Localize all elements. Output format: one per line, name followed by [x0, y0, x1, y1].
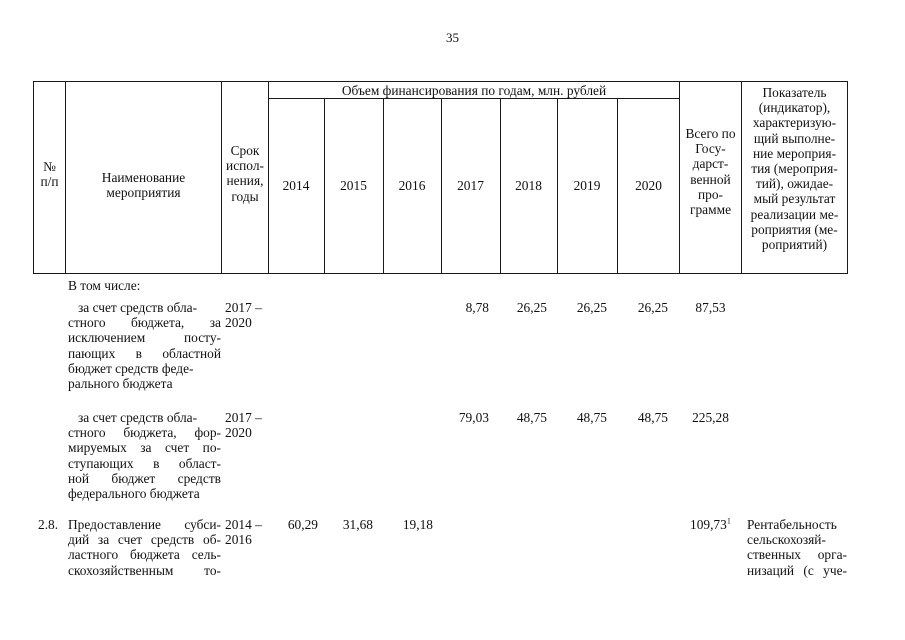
- header-indicator-cell: [741, 81, 848, 274]
- row-total: 87,53: [695, 300, 726, 315]
- page-number: 35: [446, 30, 459, 45]
- year-2018: 2018: [515, 178, 542, 193]
- row-term-line: 2017 –: [225, 410, 262, 425]
- year-2014: 2014: [282, 178, 310, 193]
- value-2019: 26,25: [576, 300, 607, 315]
- row-name: [68, 300, 221, 391]
- header-total-line: грамме: [689, 202, 732, 218]
- header-name-cell: [65, 81, 222, 274]
- header-indicator-line: роприятия (ме-: [751, 221, 838, 237]
- row-term-line: 2017 –: [225, 300, 262, 315]
- row-total: [690, 517, 731, 532]
- row-name-line: скохозяйственным то-: [68, 562, 221, 578]
- header-num-cell: [33, 81, 66, 274]
- header-term-cell: [221, 81, 269, 274]
- value-2017: 79,03: [458, 410, 489, 425]
- row-name-line: федерального бюджета: [68, 486, 200, 502]
- row-number: 2.8.: [38, 517, 59, 532]
- value-2020: 26,25: [637, 300, 668, 315]
- value-2015: 31,68: [342, 517, 373, 532]
- value-2017: 8,78: [465, 300, 489, 315]
- row-name-line: пающих в областной: [68, 345, 221, 361]
- row-name-line: мируемых за счет по-: [68, 440, 221, 456]
- header-indicator-line: Показатель: [762, 85, 827, 100]
- row-indicator: [747, 517, 847, 578]
- value-2019: 48,75: [576, 410, 607, 425]
- row-name: [68, 517, 221, 578]
- row-name-line: дий за счет средств об-: [68, 532, 221, 548]
- row-indicator-line: Рентабельность: [747, 517, 837, 532]
- row-total-value: 109,73: [690, 517, 727, 532]
- header-term-line: Срок: [230, 143, 260, 158]
- row-name-line: за счет средств обла-: [78, 410, 198, 425]
- value-2016: 19,18: [402, 517, 433, 532]
- row-term-line: 2020: [225, 425, 252, 441]
- row-label-including: В том числе:: [68, 278, 141, 293]
- header-total-line: Госу-: [695, 141, 726, 157]
- row-name-line: ластного бюджета сель-: [68, 547, 221, 563]
- row-term: [225, 517, 262, 547]
- header-indicator-line: реализации ме-: [750, 206, 839, 222]
- row-name-line: рального бюджета: [68, 376, 173, 392]
- row-indicator-line: сельскохозяй-: [747, 532, 826, 548]
- header-indicator-line: мый результат: [753, 191, 836, 207]
- header-term-line: нения,: [226, 173, 264, 189]
- row-term: [225, 410, 262, 440]
- row-term: [225, 300, 262, 330]
- financing-title: Объем финансирования по годам, млн. рублей: [341, 83, 607, 98]
- header-total-line: дарст-: [692, 156, 729, 172]
- header-term-line: годы: [231, 188, 259, 204]
- row-term-line: 2016: [225, 532, 252, 548]
- row-term-line: 2020: [225, 315, 252, 331]
- row-name: [68, 410, 221, 501]
- row-total: 225,28: [692, 410, 729, 425]
- header-num-line: п/п: [40, 174, 59, 190]
- row-name-line: ной бюджет средств: [68, 470, 221, 486]
- header-num-line: №: [43, 159, 56, 174]
- value-2014: 60,29: [287, 517, 318, 532]
- header-total-line: про-: [697, 186, 724, 202]
- header-indicator-line: тий), ожидае-: [755, 176, 834, 192]
- row-name-line: Предоставление субси-: [68, 517, 221, 532]
- year-2017: 2017: [457, 178, 484, 193]
- year-2016: 2016: [398, 178, 426, 193]
- value-2020: 48,75: [637, 410, 668, 425]
- year-2020: 2020: [635, 178, 662, 193]
- header-term-line: испол-: [226, 158, 264, 174]
- header-indicator-line: щий выполне-: [753, 130, 836, 146]
- header-indicator-line: характеризую-: [752, 115, 837, 131]
- header-name-line: мероприятия: [106, 185, 181, 201]
- row-name-line: исключением посту-: [68, 330, 221, 346]
- row-term-line: 2014 –: [225, 517, 262, 532]
- row-name-line: стного бюджета, за: [68, 315, 221, 331]
- header-total-line: Всего по: [685, 126, 736, 141]
- row-name-line: за счет средств обла-: [78, 300, 198, 315]
- header-total-cell: [679, 81, 742, 274]
- header-indicator-line: роприятий): [761, 237, 828, 253]
- header-total-line: венной: [690, 171, 731, 187]
- row-indicator-line: ственных орга-: [747, 547, 847, 563]
- row-name-line: ступающих в област-: [68, 455, 221, 471]
- financing-divider: [268, 98, 680, 99]
- header-indicator-line: (индикатор),: [758, 100, 831, 116]
- row-indicator-line: низаций (с уче-: [747, 562, 847, 578]
- year-2015: 2015: [340, 178, 367, 193]
- header-indicator-line: ние мероприя-: [752, 145, 837, 161]
- header-name-line: Наименование: [101, 170, 186, 185]
- value-2018: 48,75: [516, 410, 547, 425]
- value-2018: 26,25: [516, 300, 547, 315]
- header-indicator-line: тия (мероприя-: [751, 161, 838, 177]
- row-name-line: стного бюджета, фор-: [68, 425, 221, 441]
- year-2019: 2019: [573, 178, 601, 193]
- row-name-line: бюджет средств феде-: [68, 360, 194, 376]
- footnote-marker: 1: [726, 516, 731, 526]
